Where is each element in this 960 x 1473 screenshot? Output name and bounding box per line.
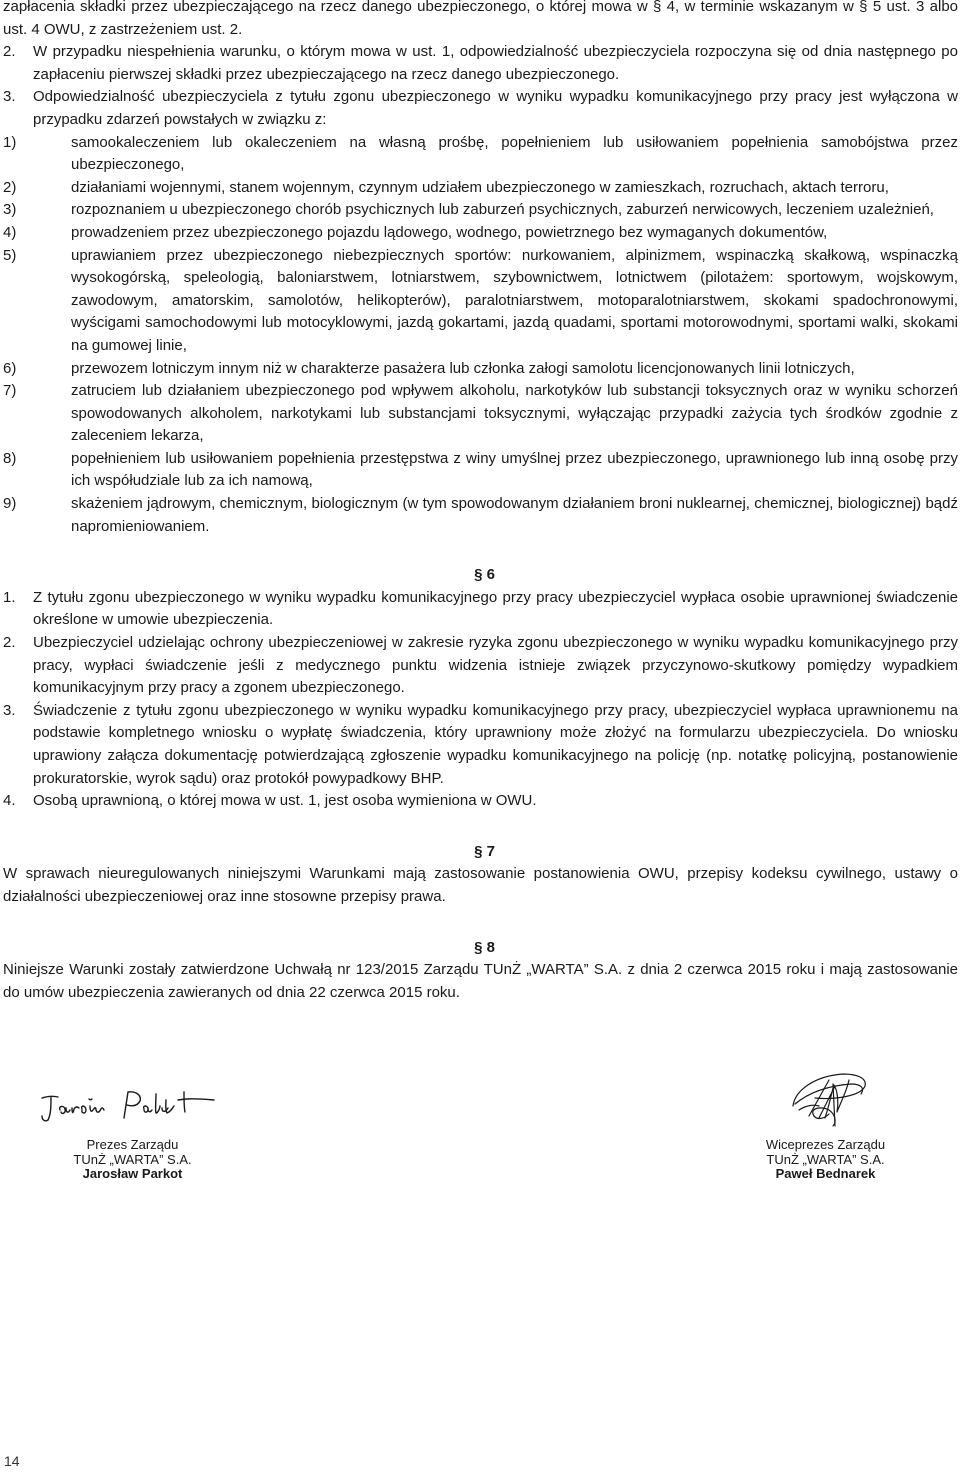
signature-right-caption bbox=[733, 1138, 918, 1182]
list-item-text: zatruciem lub działaniem ubezpieczonego pod wpływem alkoholu, narkotyków lub substancji toksycznych oraz w wyniku schorzeń spowodowanych alkoholem, narkotykami lub substancjami toksycznymi, wyłączając przypadki zażycia tych środków zgodnie z zaleceniem lekarza, bbox=[71, 382, 958, 445]
signature-role: Prezes Zarządu bbox=[86, 1137, 179, 1152]
signature-left-image bbox=[38, 1088, 223, 1130]
item-number: 4. bbox=[3, 792, 16, 810]
list-item bbox=[3, 245, 958, 358]
list-item-label: 8) bbox=[3, 449, 17, 467]
list-item-label: 6) bbox=[3, 359, 17, 377]
item-number: 2. bbox=[3, 43, 16, 61]
list-item bbox=[3, 358, 958, 381]
signature-company: TUnŻ „WARTA” S.A. bbox=[766, 1151, 885, 1167]
list-item-label: 9) bbox=[3, 495, 17, 513]
document-page bbox=[3, 0, 958, 1004]
list-item bbox=[3, 587, 958, 632]
list-item-text: działaniami wojennymi, stanem wojennym, czynnym udziałem ubezpieczonego w zamieszkach, rozruchach, aktach terroru, bbox=[71, 178, 889, 196]
item-text: W przypadku niespełnienia warunku, o którym mowa w ust. 1, odpowiedzialność ubezpieczyciela rozpoczyna się od dnia następnego po zapłaceniu pierwszej składki przez ubezpieczającego na rzecz danego ubezpieczonego. bbox=[33, 43, 958, 83]
list-item-label: 2) bbox=[3, 178, 17, 196]
signature-company: TUnŻ „WARTA” S.A. bbox=[73, 1151, 192, 1167]
item-text: Osobą uprawnioną, o której mowa w ust. 1, jest osoba wymieniona w OWU. bbox=[33, 792, 537, 810]
list-item bbox=[3, 632, 958, 700]
signatures-area bbox=[0, 1088, 960, 1188]
list-item bbox=[3, 199, 958, 222]
signature-left-caption bbox=[40, 1138, 225, 1182]
signature-name: Paweł Bednarek bbox=[775, 1166, 876, 1181]
list-item bbox=[3, 448, 958, 493]
list-item bbox=[3, 132, 958, 177]
list-item-text: uprawianiem przez ubezpieczonego niebezpiecznych sportów: nurkowaniem, alpinizmem, wspinaczką skałkową, wspinaczką wysokogórską, speleologią, baloniarstwem, lotniarstwem, szybownictwem, lotnictwem (pilotażem: sportowym, wojskowym, zawodowym, amatorskim, samolotów, helikopterów), paralotniarstwem, motoparalotniarstwem, skokami spadochronowymi, wyścigami samochodowymi lub motocyklowymi, jazdą gokartami, jazdą quadami, sportami motorowodnymi, sportami walki, skokami na gumowej linie, bbox=[71, 246, 958, 354]
list-item-label: 3) bbox=[3, 201, 17, 219]
section-7-title: § 7 bbox=[474, 842, 495, 860]
signature-role: Wiceprezes Zarządu bbox=[765, 1137, 886, 1152]
item-text: Świadczenie z tytułu zgonu ubezpieczonego w wyniku wypadku komunikacyjnego przy pracy, ubezpieczyciel wypłaca uprawnionemu na podstawie kompletnego wniosku o wypłatę świadczenia, który uprawniony może złożyć na formularzu ubezpieczyciela. Do wniosku uprawiony załącza dokumentację potwierdzającą zgłoszenie wypadku komunikacyjnego na policję (np. notatkę policyjną, postanowienie prokuratorskie, wyrok sądu) oraz protokół powypadkowy BHP. bbox=[33, 701, 958, 787]
item-text: Ubezpieczyciel udzielając ochrony ubezpieczeniowej w zakresie ryzyka zgonu ubezpieczonego w wyniku wypadku komunikacyjnego przy pracy, wypłaci świadczenie jeśli z medycznego punktu widzenia istnieje związek przyczynowo-skutkowy pomiędzy wypadkiem komunikacyjnym przy pracy a zgonem ubezpieczonego. bbox=[33, 634, 958, 697]
item-number: 2. bbox=[3, 634, 16, 652]
list-item-label: 7) bbox=[3, 382, 17, 400]
paragraph-item-3 bbox=[3, 86, 958, 131]
item-text: Odpowiedzialność ubezpieczyciela z tytułu zgonu ubezpieczonego w wyniku wypadku komunikacyjnego przy pracy jest wyłączona w przypadku zdarzeń powstałych w związku z: bbox=[33, 88, 958, 128]
list-item bbox=[3, 790, 958, 813]
list-item-text: skażeniem jądrowym, chemicznym, biologicznym (w tym spowodowanym działaniem broni nuklearnej, chemicznej, biologicznej) bądź napromieniowaniem. bbox=[71, 495, 958, 535]
list-item bbox=[3, 700, 958, 790]
list-item-label: 1) bbox=[3, 133, 17, 151]
list-item-text: samookaleczeniem lub okaleczeniem na własną prośbę, popełnieniem lub usiłowaniem popełnienia samobójstwa przez ubezpieczonego, bbox=[71, 133, 958, 174]
exclusions-list bbox=[3, 132, 958, 539]
section-6-title: § 6 bbox=[474, 566, 495, 584]
item-number: 3. bbox=[3, 88, 16, 106]
list-item-text: prowadzeniem przez ubezpieczonego pojazdu lądowego, wodnego, powietrznego bez wymaganych dokumentów, bbox=[71, 223, 828, 241]
list-item-text: przewozem lotniczym innym niż w charakterze pasażera lub członka załogi samolotu licencjonowanych linii lotniczych, bbox=[71, 359, 855, 377]
signature-name: Jarosław Parkot bbox=[82, 1166, 183, 1181]
list-item-label: 5) bbox=[3, 246, 17, 264]
section-8-text: Niniejsze Warunki zostały zatwierdzone Uchwałą nr 123/2015 Zarządu TUnŻ „WARTA” S.A. z dnia 2 czerwca 2015 roku i mają zastosowanie do umów ubezpieczenia zawieranych od dnia 22 czerwca 2015 roku. bbox=[3, 961, 958, 1001]
list-item bbox=[3, 222, 958, 245]
list-item bbox=[3, 177, 958, 200]
list-item-label: 4) bbox=[3, 223, 17, 241]
section-8-title: § 8 bbox=[474, 938, 495, 956]
item-number: 3. bbox=[3, 701, 16, 719]
list-item bbox=[3, 380, 958, 448]
item-number: 1. bbox=[3, 588, 16, 606]
section-6-items bbox=[3, 587, 958, 813]
page-number: 14 bbox=[4, 1453, 20, 1469]
list-item bbox=[3, 493, 958, 538]
paragraph-item-2 bbox=[3, 41, 958, 86]
item-text: Z tytułu zgonu ubezpieczonego w wyniku wypadku komunikacyjnego przy pracy ubezpieczyciel wypłaca osobie uprawnionej świadczenie określone w umowie ubezpieczenia. bbox=[33, 588, 958, 629]
list-item-text: popełnieniem lub usiłowaniem popełnienia przestępstwa z winy umyślnej przez ubezpieczonego, uprawnionego lub inną osobę przy ich współudziale lub za ich namową, bbox=[71, 449, 958, 490]
continuation-paragraph: zapłacenia składki przez ubezpieczającego na rzecz danego ubezpieczonego, o której mowa w § 4, w terminie wskazanym w § 5 ust. 3 albo ust. 4 OWU, z zastrzeżeniem ust. 2. bbox=[3, 0, 958, 38]
list-item-text: rozpoznaniem u ubezpieczonego chorób psychicznych lub zaburzeń psychicznych, zaburzeń nerwicowych, leczeniem uzależnień, bbox=[71, 201, 934, 219]
section-7-text: W sprawach nieuregulowanych niniejszymi Warunkami mają zastosowanie postanowienia OWU, przepisy kodeksu cywilnego, ustawy o działalności ubezpieczeniowej oraz inne stosowne przepisy prawa. bbox=[3, 865, 958, 905]
signature-right-image bbox=[785, 1066, 880, 1141]
